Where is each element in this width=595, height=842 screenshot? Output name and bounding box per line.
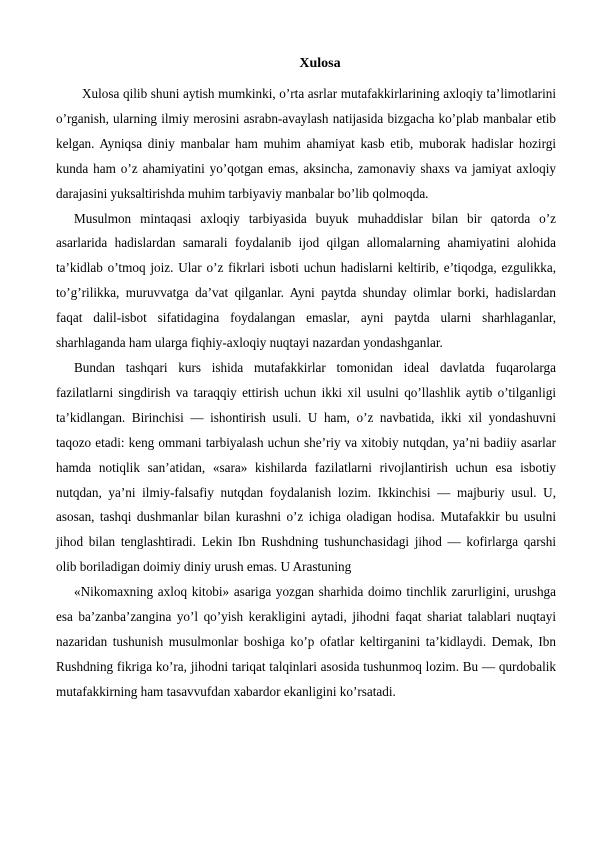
paragraph: Xulosa qilib shuni aytish mumkinki, o’rta asrlar mutafakkirlarining axloqiy ta’limotlarini o’rganish, ularning ilmiy merosini asrabn-avaylash natijasida bizgacha ko’plab manbalar etib kelgan. Ayniqsa diniy manbalar ham muhim ahamiyat kasb etib, muborak hadislar hozirgi kunda ham o’z ahamiyatini yo’qotgan emas, aksincha, zamonaviy shaxs va jamiyat axloqiy darajasini yuksaltirishda muhim tarbiyaviy manbalar bo’lib qolmoqda. bbox=[56, 86, 556, 201]
document-body bbox=[56, 82, 556, 705]
paragraph: Musulmon mintaqasi axloqiy tarbiyasida buyuk muhaddislar bilan bir qatorda o’z asarlarida hadislardan samarali foydalanib ijod qilgan allomalarning ahamiyatini alohida ta’kidlab o’tmoq joiz. Ular o’z fikrlari isboti uchun hadislarni keltirib, e’tiqodga, ezgulikka, to’g’rilikka, muruvvatga da’vat qilganlar. Ayni paytda shunday olimlar borki, hadislardan faqat dalil-isbot sifatidagina foydalangan emaslar, ayni paytda ularni sharhlaganlar, sharhlaganda ham ularga fiqhiy-axloqiy nuqtayi nazardan yondashganlar. bbox=[56, 210, 556, 351]
paragraph: «Nikomaxning axloq kitobi» asariga yozgan sharhida doimo tinchlik zarurligini, urushga esa ba’zanba’zangina yo’l qo’yish kerakligini aytadi, jihodni faqat shariat talablari nuqtayi nazaridan tushunish musulmonlar boshiga ko’p ofatlar keltirganini ta’kidlaydi. Demak, Ibn Rushdning fikriga ko’ra, jihodni tariqat talqinlari asosida tushunmoq lozim. Bu — qurdobalik mutafakkirning ham tasavvufdan xabardor ekanligini ko’rsatadi. bbox=[56, 584, 556, 699]
page-title: Xulosa bbox=[299, 56, 341, 71]
paragraph: Bundan tashqari kurs ishida mutafakkirlar tomonidan ideal davlatda fuqarolarga fazilatlarni singdirish va taraqqiy ettirish uchun ikki xil usulni qo’llashlik aytib o’tilganligi ta’kidlangan. Birinchisi — ishontirish usuli. U ham, o’z navbatida, ikki xil yondashuvni taqozo etadi: keng ommani tarbiyalash uchun she’riy va xitobiy nutqdan, ya’ni badiiy asarlar hamda notiqlik san’atidan, «sara» kishilarda fazilatlarni rivojlantirish uchun esa isbotiy nutqdan, ya’ni ilmiy-falsafiy nutqdan foydalanish lozim. Ikkinchisi — majburiy usul. U, asosan, tashqi dushmanlar bilan kurashni o’z ichiga oladigan hodisa. Mutafakkir bu usulni jihod bilan tenglashtiradi. Lekin Ibn Rushdning tushunchasidagi jihod — kofirlarga qarshi olib boriladigan doimiy diniy urush emas. U Arastuning bbox=[56, 359, 556, 575]
